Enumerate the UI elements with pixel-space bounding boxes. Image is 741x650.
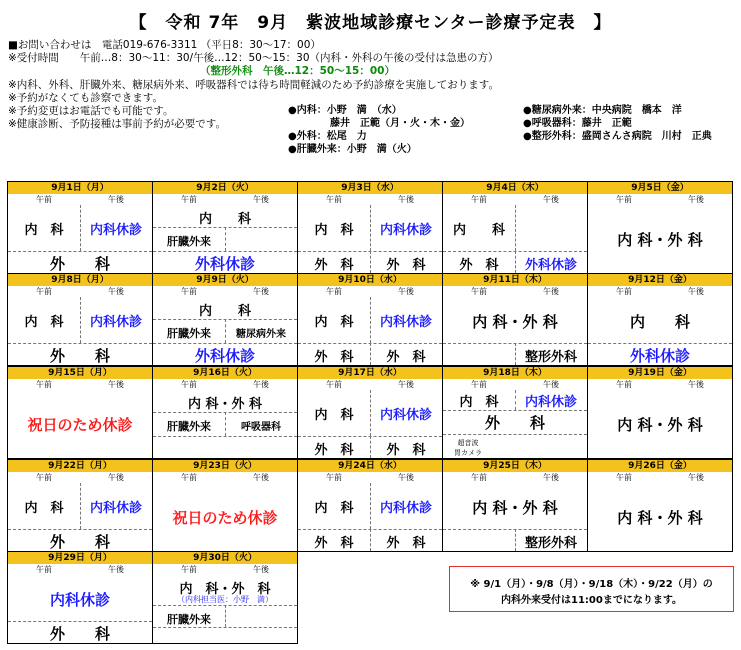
pm-label: 午後 — [543, 380, 559, 389]
clinic-am: 肝臓外来 — [167, 613, 211, 626]
divider — [370, 297, 371, 343]
day-header: 9月17日（水） — [298, 367, 442, 379]
day-body — [153, 297, 297, 365]
day-body — [8, 205, 152, 273]
day-header: 9月30日（火） — [153, 552, 297, 564]
day-header: 9月3日（水） — [298, 182, 442, 194]
am-label: 午前 — [181, 287, 197, 296]
bottom-status: 外 科 — [49, 255, 110, 273]
day-body — [8, 297, 152, 365]
day-cell — [442, 273, 588, 366]
day-body — [443, 390, 587, 458]
bottom-pm: 外 科 — [386, 350, 426, 365]
day-header: 9月18日（木） — [443, 367, 587, 379]
day-header: 9月19日（金） — [588, 367, 732, 379]
contact-info: ■お問い合わせは 電話019-676-3311 （平日8：30〜17：00） — [8, 39, 321, 51]
bottom-status: 外科休診 — [194, 347, 255, 365]
divider — [80, 483, 81, 529]
top-status: 内 科・外 科 — [187, 397, 263, 412]
notice-line-1: ※ 9/1（月）・9/8（月）・9/18（木）・9/22（月）の — [470, 579, 713, 590]
doctor-internal-2: 藤井 正範（月・火・木・金） — [330, 118, 470, 129]
doctor-diabetes: ●糖尿病外来：中央病院 橋本 洋 — [523, 105, 682, 116]
am-label: 午前 — [471, 195, 487, 204]
bottom-status: 外科休診 — [629, 347, 690, 365]
pm-label: 午後 — [253, 380, 269, 389]
divider — [443, 529, 587, 530]
doctor-orthopedic: ●整形外科：盛岡さんさ病院 川村 正典 — [523, 131, 712, 142]
pm-label: 午後 — [688, 195, 704, 204]
pm-label: 午後 — [253, 287, 269, 296]
am-status: 内 科 — [24, 223, 64, 238]
divider — [8, 251, 152, 252]
day-body — [153, 205, 297, 273]
day-body — [298, 297, 442, 365]
day-cell — [152, 366, 298, 459]
divider — [8, 621, 152, 622]
clinic-am: 肝臓外来 — [167, 327, 211, 340]
divider — [515, 390, 516, 410]
pm-label: 午後 — [398, 473, 414, 482]
divider — [370, 529, 371, 551]
full-status: 内 科・外 科 — [617, 231, 703, 249]
day-body — [298, 390, 442, 458]
pm-status: 内科休診 — [379, 501, 432, 516]
day-header: 9月9日（火） — [153, 274, 297, 286]
divider — [370, 343, 371, 365]
pm-label: 午後 — [108, 380, 124, 389]
day-cell — [297, 459, 443, 552]
day-cell — [7, 551, 153, 644]
day-cell — [442, 181, 588, 274]
pm-label: 午後 — [253, 195, 269, 204]
divider — [80, 205, 81, 251]
holiday-status: 祝日のため休診 — [27, 416, 133, 434]
mid-status: 外 科 — [484, 414, 545, 432]
day-header: 9月1日（月） — [8, 182, 152, 194]
day-body — [153, 390, 297, 458]
pm-status: 内科休診 — [89, 501, 142, 516]
pm-status: 内科休診 — [379, 223, 432, 238]
divider — [225, 412, 226, 436]
top-status: 内 科 — [198, 304, 251, 319]
doctor-note: （内科担当医：小野 満） — [177, 595, 273, 604]
am-label: 午前 — [36, 565, 52, 574]
note-checkup: ※健康診断、予防接種は事前予約が必要です。 — [8, 118, 226, 130]
day-cell — [297, 181, 443, 274]
main-status: 内 科・外 科 — [472, 313, 558, 331]
full-status: 内 科・外 科 — [617, 509, 703, 527]
notice-line-2: 内科外来受付は11:00までになります。 — [500, 595, 683, 606]
day-cell — [587, 273, 733, 366]
note-change: ※予約変更はお電話でも可能です。 — [8, 105, 174, 117]
day-body — [443, 297, 587, 365]
am-label: 午前 — [616, 380, 632, 389]
divider — [153, 251, 297, 252]
day-cell — [152, 551, 298, 644]
am-label: 午前 — [36, 380, 52, 389]
pm-label: 午後 — [688, 473, 704, 482]
divider — [370, 251, 371, 273]
bottom-status: 外 科 — [49, 533, 110, 551]
divider — [153, 436, 297, 437]
bottom-am: 外 科 — [314, 536, 354, 551]
divider — [370, 390, 371, 436]
am-status: 内 科 — [459, 395, 499, 410]
divider — [515, 251, 516, 273]
am-status: 内 科 — [24, 501, 64, 516]
day-header: 9月23日（火） — [153, 460, 297, 472]
divider — [515, 529, 516, 551]
day-body — [588, 390, 732, 458]
note-reservation: ※内科、外科、肝臓外来、糖尿病外来、呼吸器科では待ち時間軽減のため予約診療を実施しております。 — [8, 79, 499, 91]
clinic-am: 肝臓外来 — [167, 235, 211, 248]
day-header: 9月4日（木） — [443, 182, 587, 194]
bottom-am: 外 科 — [314, 258, 354, 273]
am-label: 午前 — [181, 380, 197, 389]
pm-label: 午後 — [253, 565, 269, 574]
notice-box — [449, 566, 734, 612]
divider — [443, 434, 587, 435]
day-header: 9月25日（木） — [443, 460, 587, 472]
am-label: 午前 — [326, 380, 342, 389]
am-label: 午前 — [326, 195, 342, 204]
day-cell — [297, 273, 443, 366]
ortho-status: 整形外科 — [524, 536, 577, 551]
bottom-pm: 外 科 — [386, 536, 426, 551]
day-header: 9月10日（水） — [298, 274, 442, 286]
pm-label: 午後 — [543, 473, 559, 482]
am-status: 内 科 — [314, 315, 354, 330]
clinic-pm: 糖尿病外来 — [236, 329, 286, 340]
day-body — [8, 483, 152, 551]
am-label: 午前 — [36, 473, 52, 482]
day-cell — [587, 366, 733, 459]
day-body — [153, 575, 297, 643]
top-status: 内 科 — [629, 313, 690, 331]
pm-label: 午後 — [108, 473, 124, 482]
day-cell — [587, 459, 733, 552]
pm-label: 午後 — [398, 380, 414, 389]
day-cell — [297, 366, 443, 459]
divider — [443, 410, 587, 411]
am-label: 午前 — [616, 195, 632, 204]
am-label: 午前 — [326, 473, 342, 482]
day-header: 9月16日（火） — [153, 367, 297, 379]
pm-label: 午後 — [253, 473, 269, 482]
doctor-surgery: ●外科：松尾 力 — [288, 131, 367, 142]
am-label: 午前 — [471, 380, 487, 389]
day-body — [443, 483, 587, 551]
day-header: 9月24日（水） — [298, 460, 442, 472]
clinic-am: 肝臓外来 — [167, 420, 211, 433]
day-cell — [152, 459, 298, 552]
divider — [370, 436, 371, 458]
divider — [515, 205, 516, 251]
bottom-pm: 外 科 — [386, 258, 426, 273]
pm-label: 午後 — [688, 380, 704, 389]
divider — [153, 343, 297, 344]
reception-hours: ※受付時間 午前…8：30〜11：30/午後…12：50〜15：30（内科・外科の午後の受付は急患の方） — [8, 52, 499, 64]
clinic-pm: 呼吸器科 — [241, 422, 281, 433]
day-header: 9月22日（月） — [8, 460, 152, 472]
divider — [8, 343, 152, 344]
am-status: 内 科 — [314, 501, 354, 516]
bottom-pm: 外 科 — [386, 443, 426, 458]
pm-label: 午後 — [108, 195, 124, 204]
doctor-liver: ●肝臓外来：小野 満（火） — [288, 144, 417, 155]
day-cell — [7, 366, 153, 459]
day-body — [588, 297, 732, 365]
day-header: 9月12日（金） — [588, 274, 732, 286]
divider — [588, 343, 732, 344]
pm-label: 午後 — [543, 195, 559, 204]
day-header: 9月26日（金） — [588, 460, 732, 472]
pm-status: 内科休診 — [89, 223, 142, 238]
pm-status: 内科休診 — [379, 315, 432, 330]
divider — [8, 529, 152, 530]
note-walkin: ※予約がなくても診察できます。 — [8, 92, 163, 104]
doctor-internal: ●内科：小野 満 （水） — [288, 105, 402, 116]
day-body — [588, 205, 732, 273]
day-header: 9月11日（木） — [443, 274, 587, 286]
am-label: 午前 — [471, 287, 487, 296]
day-header: 9月8日（月） — [8, 274, 152, 286]
am-label: 午前 — [181, 195, 197, 204]
bottom-am: 外 科 — [314, 443, 354, 458]
doctor-respiratory: ●呼吸器科：藤井 正範 — [523, 118, 632, 129]
pm-label: 午後 — [108, 287, 124, 296]
day-cell — [587, 181, 733, 274]
day-cell — [152, 273, 298, 366]
top-status: 内科休診 — [49, 591, 110, 609]
divider — [370, 483, 371, 529]
ortho-status: 整形外科 — [524, 350, 577, 365]
divider — [80, 297, 81, 343]
am-status: 内 科 — [452, 223, 505, 238]
divider — [225, 227, 226, 251]
am-label: 午前 — [36, 195, 52, 204]
am-label: 午前 — [181, 565, 197, 574]
day-header: 9月29日（月） — [8, 552, 152, 564]
exam-ultrasound: 超音波 — [457, 439, 479, 447]
day-cell — [442, 366, 588, 459]
full-status: 内 科・外 科 — [617, 416, 703, 434]
pm-status: 内科休診 — [524, 395, 577, 410]
divider — [225, 605, 226, 627]
top-status: 内 科・外 科 — [179, 582, 271, 597]
day-body — [443, 205, 587, 273]
exam-gastroscopy: 胃カメラ — [454, 449, 482, 457]
divider — [515, 343, 516, 365]
ortho-hours: （整形外科 午後…12：50〜15：00） — [200, 65, 395, 77]
am-status: 内 科 — [314, 408, 354, 423]
bottom-status: 外科休診 — [194, 255, 255, 273]
day-body — [588, 483, 732, 551]
pm-label: 午後 — [688, 287, 704, 296]
page-title: 【 令和 7年 9月 紫波地域診療センター診療予定表 】 — [129, 13, 612, 33]
bottom-status: 外 科 — [49, 347, 110, 365]
bottom-status: 外 科 — [49, 625, 110, 643]
am-label: 午前 — [616, 287, 632, 296]
pm-status: 内科休診 — [89, 315, 142, 330]
pm-label: 午後 — [398, 195, 414, 204]
bottom-am: 外 科 — [459, 258, 499, 273]
day-cell — [7, 459, 153, 552]
pm-label: 午後 — [398, 287, 414, 296]
am-label: 午前 — [326, 287, 342, 296]
am-label: 午前 — [616, 473, 632, 482]
day-cell — [152, 181, 298, 274]
day-header: 9月15日（月） — [8, 367, 152, 379]
day-body — [298, 205, 442, 273]
am-label: 午前 — [36, 287, 52, 296]
pm-label: 午後 — [108, 565, 124, 574]
day-body — [153, 483, 297, 551]
holiday-status: 祝日のため休診 — [172, 509, 278, 527]
day-body — [298, 483, 442, 551]
divider — [153, 627, 297, 628]
am-label: 午前 — [181, 473, 197, 482]
bottom-pm: 外科休診 — [524, 258, 577, 273]
divider — [370, 205, 371, 251]
am-status: 内 科 — [24, 315, 64, 330]
day-body — [8, 390, 152, 458]
am-label: 午前 — [471, 473, 487, 482]
day-cell — [7, 181, 153, 274]
divider — [225, 319, 226, 343]
pm-status: 内科休診 — [379, 408, 432, 423]
bottom-am: 外 科 — [314, 350, 354, 365]
main-status: 内 科・外 科 — [472, 499, 558, 517]
day-cell — [7, 273, 153, 366]
am-status: 内 科 — [314, 223, 354, 238]
pm-label: 午後 — [543, 287, 559, 296]
day-header: 9月5日（金） — [588, 182, 732, 194]
day-header: 9月2日（火） — [153, 182, 297, 194]
divider — [443, 343, 587, 344]
day-body — [8, 575, 152, 643]
top-status: 内 科 — [198, 212, 251, 227]
day-cell — [442, 459, 588, 552]
